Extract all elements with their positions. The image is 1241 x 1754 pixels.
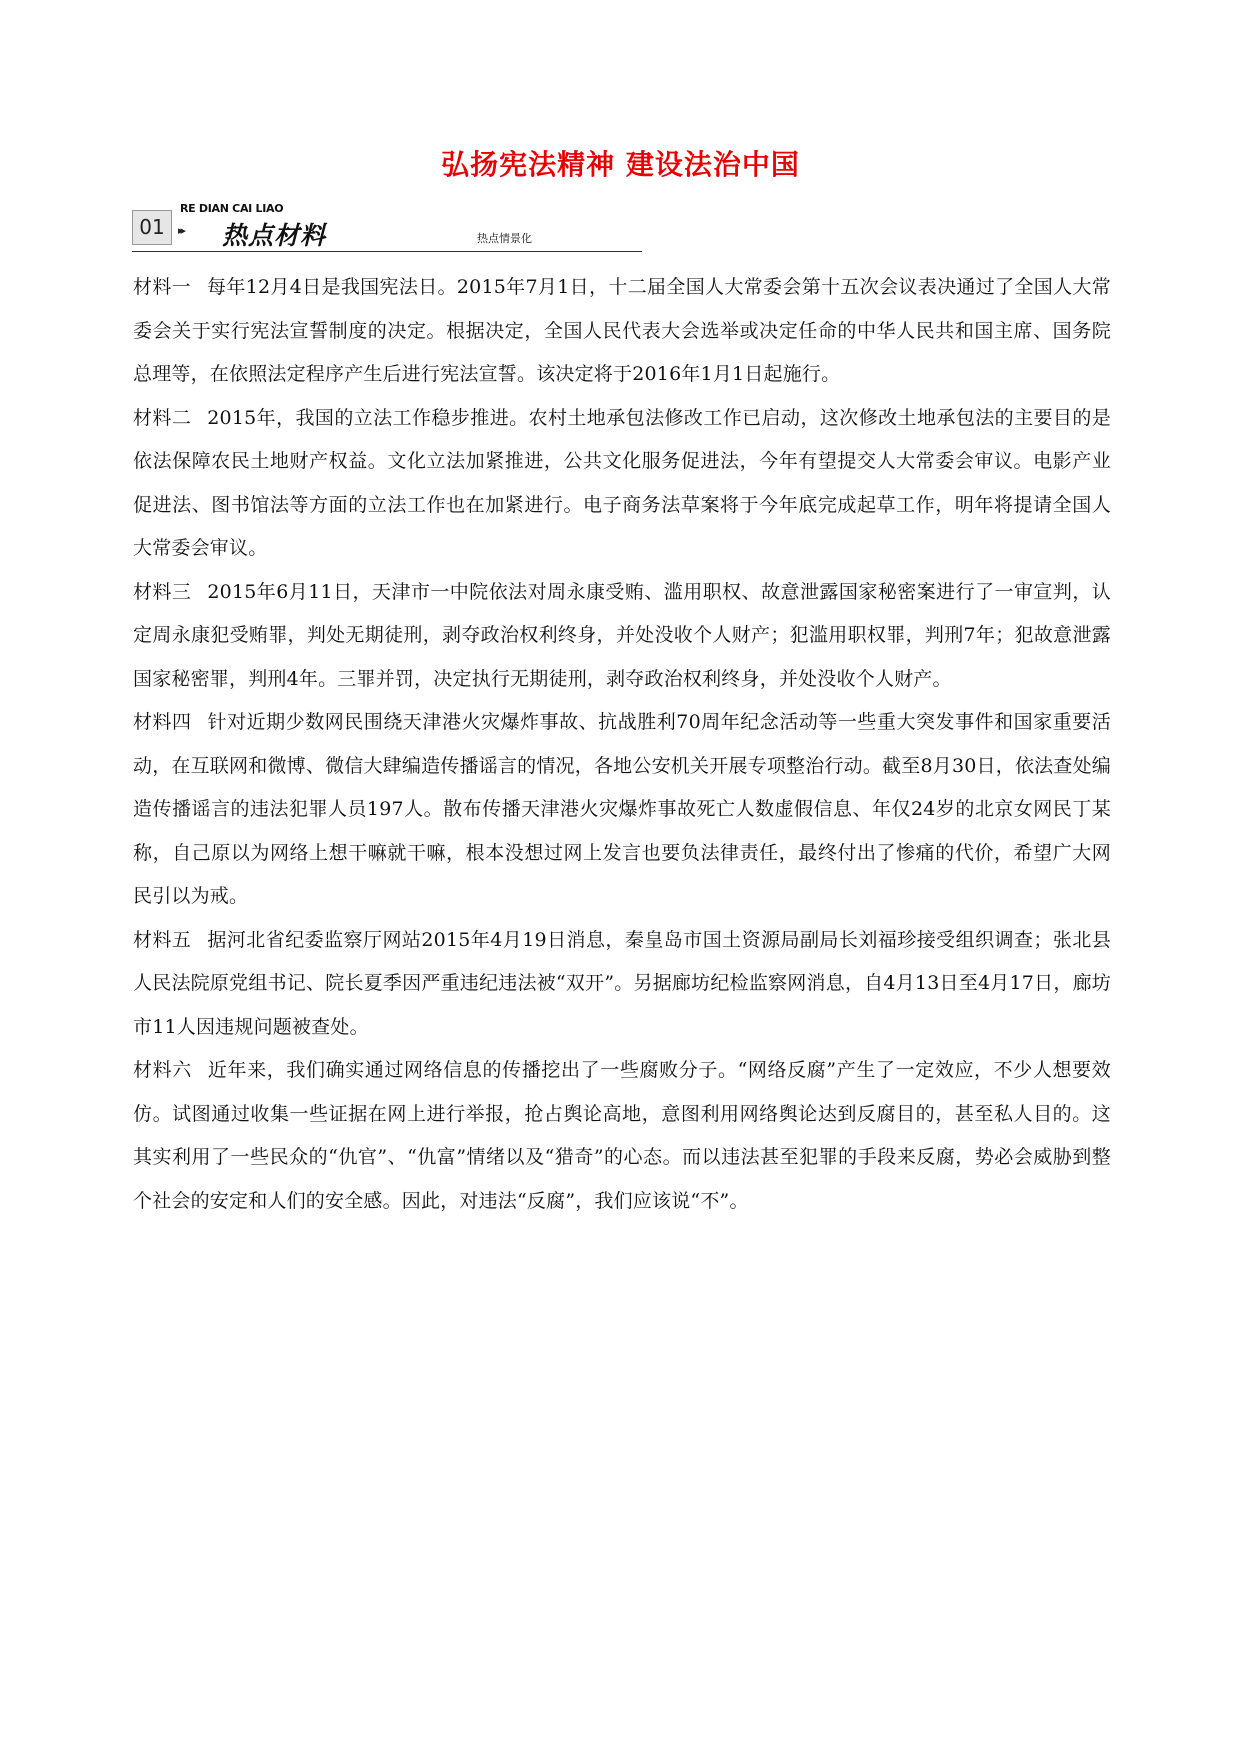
section-number-badge: 01 <box>132 210 172 245</box>
material-label: 材料三 <box>133 580 192 603</box>
page-title: 弘扬宪法精神 建设法治中国 <box>441 148 800 181</box>
material-label: 材料四 <box>133 711 192 733</box>
material-label: 材料二 <box>133 406 192 429</box>
material-paragraph <box>133 397 1111 571</box>
material-text: 据河北省纪委监察厅网站2015年4月19日消息，秦皇岛市国土资源局副局长刘福珍接受组织调查；张北县人民法院原党组书记、院长夏季因严重违纪违法被“双开”。另据廊坊纪检监察网消息，自4月13日至4月17日，廊坊市11人因违规问题被查处。 <box>133 928 1112 1038</box>
material-label: 材料一 <box>133 276 192 298</box>
section-header <box>132 198 642 254</box>
material-text: 2015年，我国的立法工作稳步推进。农村土地承包法修改工作已启动，这次修改土地承包法的主要目的是依法保障农民土地财产权益。文化立法加紧推进，公共文化服务促进法，今年有望提交人大常委会审议。电影产业促进法、图书馆法等方面的立法工作也在加紧进行。电子商务法草案将于今年底完成起草工作，明年将提请全国人大常委会审议。 <box>133 406 1111 559</box>
section-pinyin: RE DIAN CAI LIAO <box>180 202 284 215</box>
material-text: 近年来，我们确实通过网络信息的传播挖出了一些腐败分子。“网络反腐”产生了一定效应，不少人想要效仿。试图通过收集一些证据在网上进行举报，抢占舆论高地，意图利用网络舆论达到反腐目的，甚至私人目的。这其实利用了一些民众的“仇官”、“仇富”情绪以及“猎奇”的心态。而以违法甚至犯罪的手段来反腐，势必会威胁到整个社会的安定和人们的安全感。因此，对违法“反腐”，我们应该说“不”。 <box>133 1059 1111 1212</box>
material-paragraph <box>133 701 1111 919</box>
section-subtitle: 热点情景化 <box>477 232 532 245</box>
material-paragraph <box>133 1049 1111 1223</box>
material-text: 每年12月4日是我国宪法日。2015年7月1日，十二届全国人大常委会第十五次会议表决通过了全国人大常委会关于实行宪法宣誓制度的决定。根据决定，全国人民代表大会选举或决定任命的中华人民共和国主席、国务院总理等，在依照法定程序产生后进行宪法宣誓。该决定将于2016年1月1日起施行。 <box>133 276 1111 385</box>
section-title: 热点材料 <box>222 221 327 250</box>
material-paragraph <box>133 571 1111 702</box>
material-label: 材料六 <box>133 1059 192 1081</box>
material-paragraph <box>133 266 1111 397</box>
materials-body <box>133 266 1111 1223</box>
section-divider <box>132 251 642 252</box>
material-label: 材料五 <box>133 928 192 951</box>
double-arrow-icon: ▸▸ <box>178 224 184 237</box>
material-text: 针对近期少数网民围绕天津港火灾爆炸事故、抗战胜利70周年纪念活动等一些重大突发事件和国家重要活动，在互联网和微博、微信大肆编造传播谣言的情况，各地公安机关开展专项整治行动。截至8月30日，依法查处编造传播谣言的违法犯罪人员197人。散布传播天津港火灾爆炸事故死亡人数虚假信息、年仅24岁的北京女网民丁某称，自己原以为网络上想干嘛就干嘛，根本没想过网上发言也要负法律责任，最终付出了惨痛的代价，希望广大网民引以为戒。 <box>133 711 1111 907</box>
material-text: 2015年6月11日，天津市一中院依法对周永康受贿、滥用职权、故意泄露国家秘密案进行了一审宣判，认定周永康犯受贿罪，判处无期徒刑，剥夺政治权利终身，并处没收个人财产；犯滥用职权罪，判刑7年；犯故意泄露国家秘密罪，判刑4年。三罪并罚，决定执行无期徒刑，剥夺政治权利终身，并处没收个人财产。 <box>133 580 1112 690</box>
material-paragraph <box>133 919 1111 1050</box>
